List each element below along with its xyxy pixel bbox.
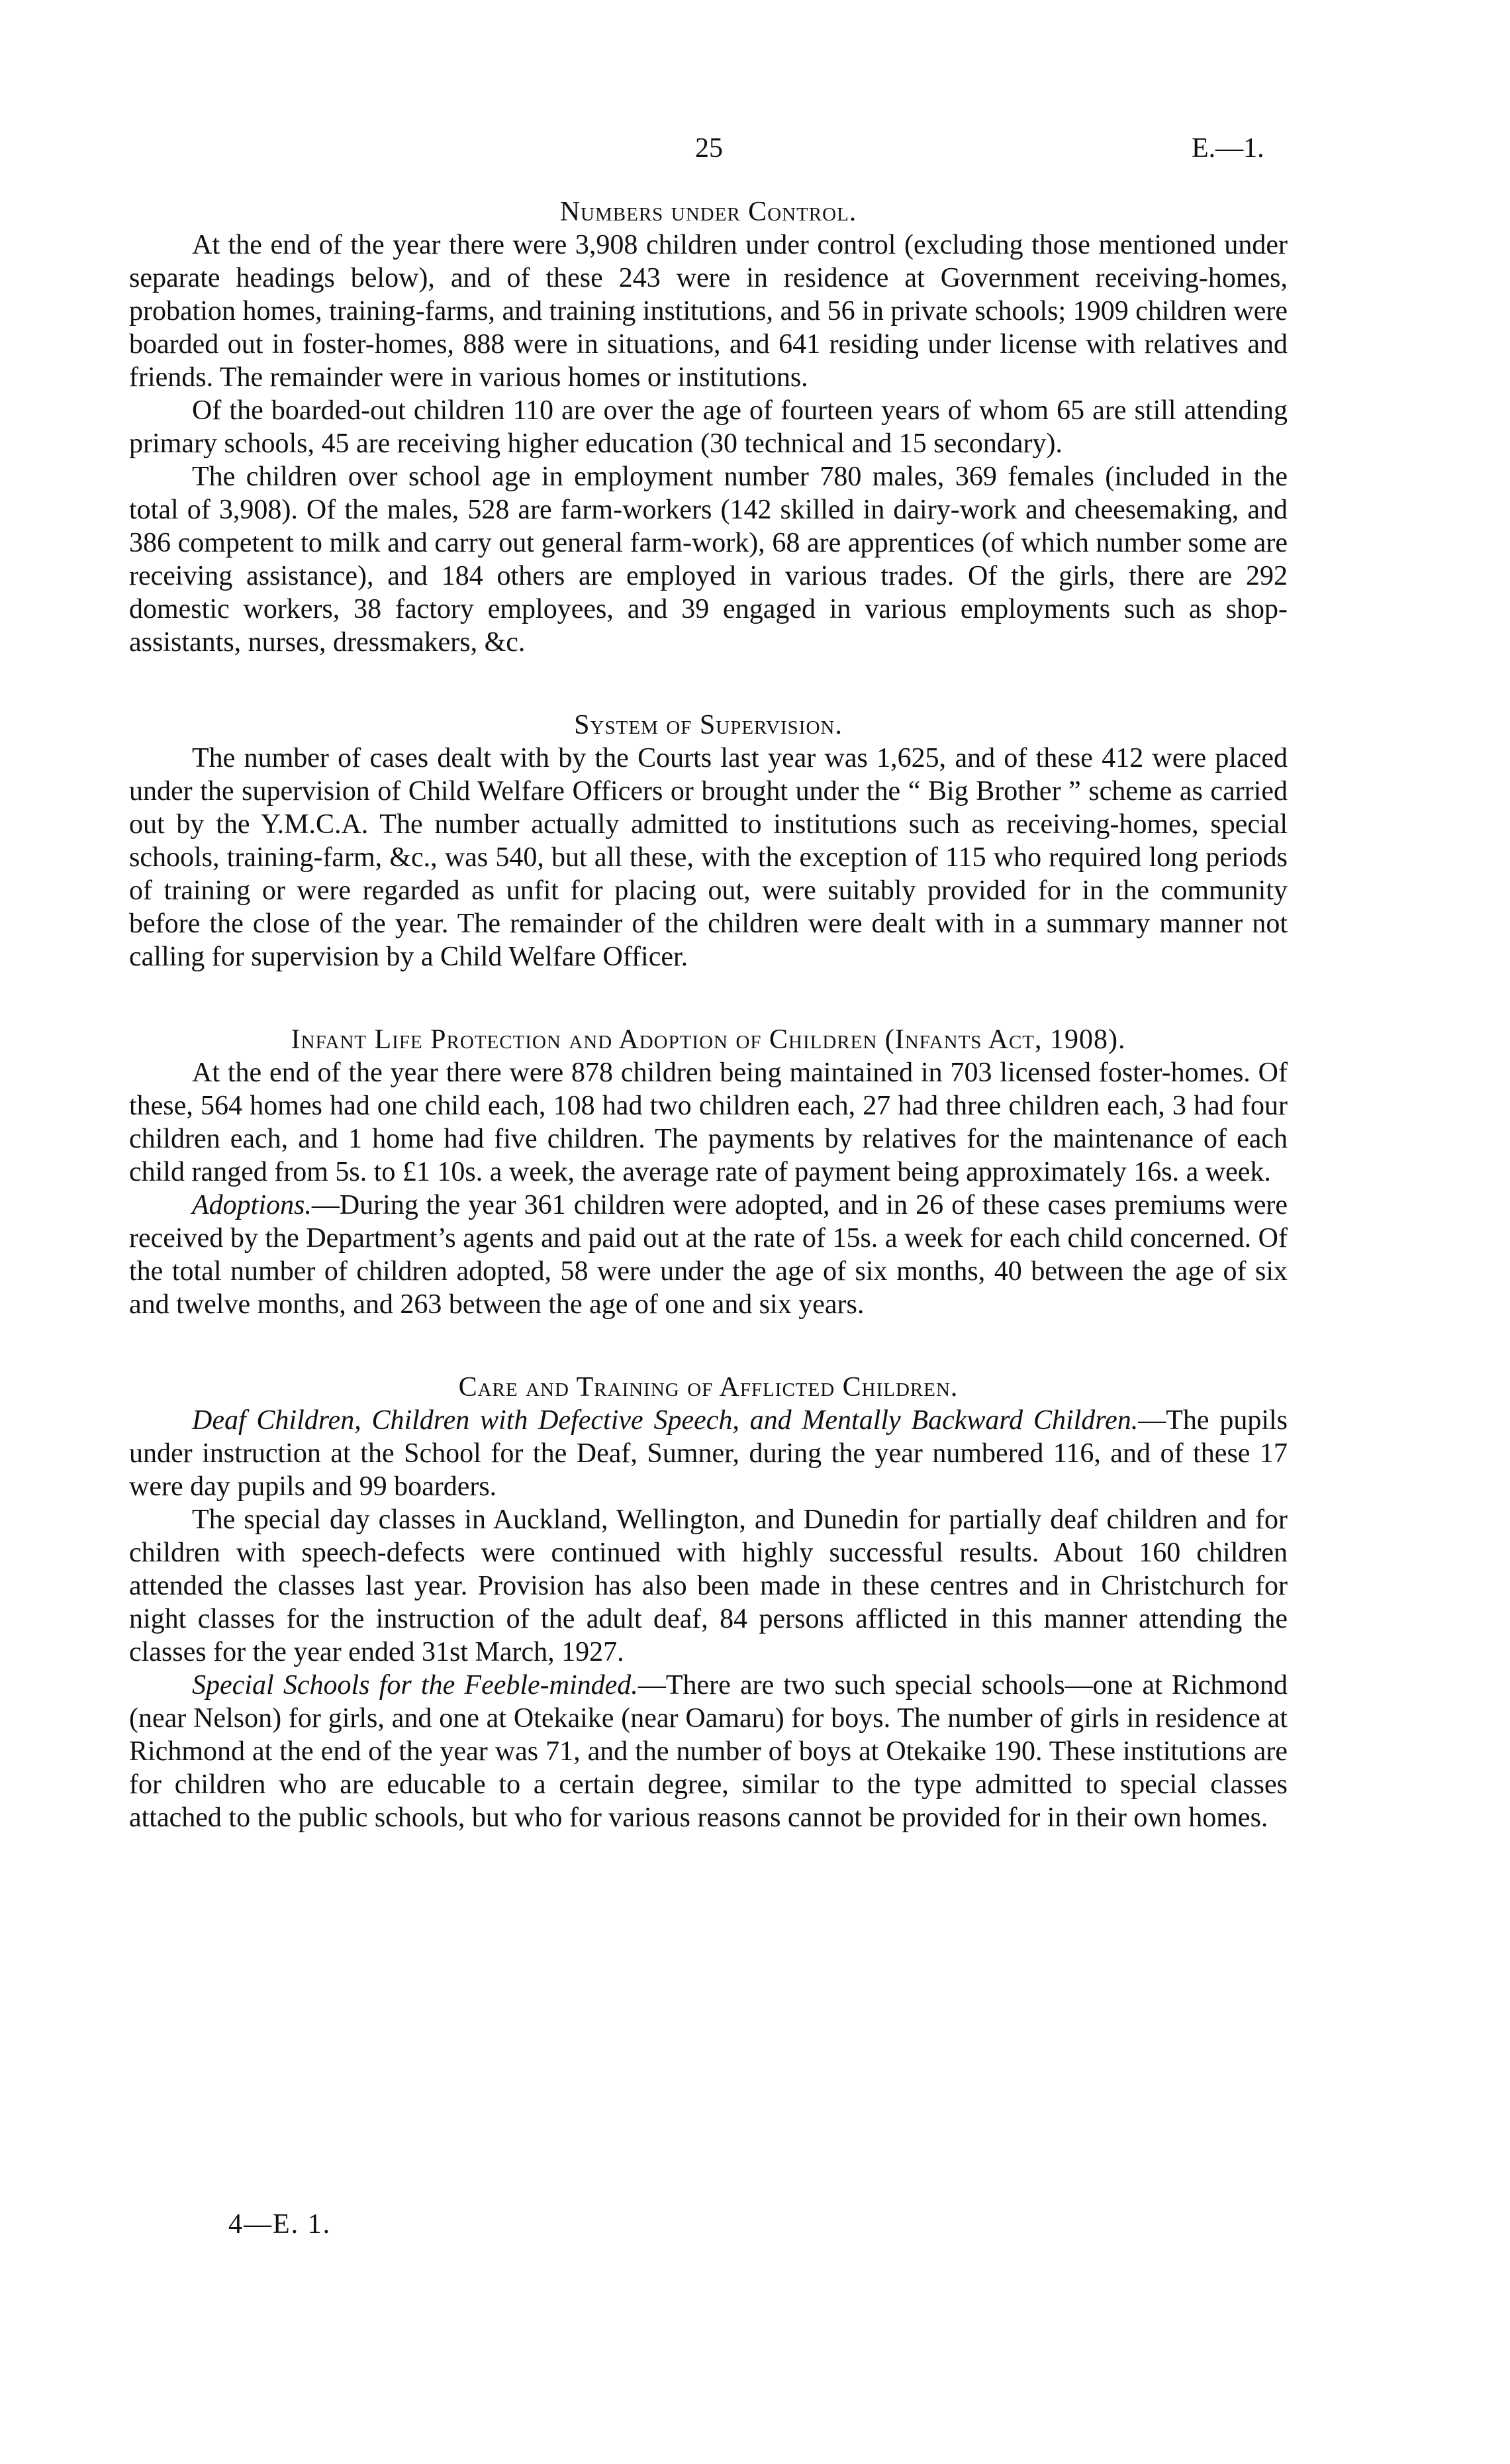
paragraph-text: —During the year 361 children were adopted, and in 26 of these cases premiums were received by the Department’s agents and paid out at the rate of 15s. a week for each child concerned. Of the total number of children adopted, 58 were under the age of six months, 40 between the age of six and twelve months, and 263 between the age of one and six years. (129, 1190, 1288, 1320)
paragraph-lead: Deaf Children, Children with Defective Speech, and Mentally Backward Children. (192, 1405, 1139, 1436)
section-title-infant: Infant Life Protection and Adoption of Children (Infants Act, 1908). (291, 1024, 1126, 1055)
page-number: 25 (695, 133, 723, 164)
section-title-afflicted: Care and Training of Afflicted Children. (458, 1372, 959, 1403)
section-title-supervision: System of Supervision. (574, 710, 843, 740)
paragraph: The special day classes in Auckland, Wellington, and Dunedin for partially deaf children and for children with speech-defects were continued with highly successful results. About 160 children attended the classes last year. Provision has also been made in these centres and in Christchurch for night classes for the instruction of the adult deaf, 84 persons afflicted in this manner attending the classes for the year ended 31st March, 1927. (129, 1504, 1288, 1667)
report-code: E.—1. (1192, 133, 1264, 164)
printer-signature: 4—E. 1. (228, 2209, 332, 2240)
paragraph (129, 1404, 1288, 1503)
paragraph-text: —There are two such special schools—one at Richmond (near Nelson) for girls, and one at Otekaike (near Oamaru) for boys. The number of girls in residence at Richmond at the end of the year was 71, and the number of boys at Otekaike 190. These institutions are for children who are educable to a certain degree, similar to the type admitted to special classes attached to the public schools, but who for various reasons cannot be provided for in their own homes. (129, 1670, 1288, 1833)
paragraph: Of the boarded-out children 110 are over the age of fourteen years of whom 65 are still attending primary schools, 45 are receiving higher education (30 technical and 15 secondary). (129, 395, 1288, 459)
paragraph-text: —The pupils under instruction at the School for the Deaf, Sumner, during the year numbered 116, and of these 17 were day pupils and 99 boarders. (129, 1405, 1288, 1502)
paragraph (129, 1189, 1288, 1321)
body-text (129, 195, 1288, 1834)
paragraph-lead: Adoptions. (192, 1190, 312, 1220)
paragraph: The children over school age in employment number 780 males, 369 females (included in the total of 3,908). Of the males, 528 are farm-workers (142 skilled in dairy-work and cheesemaking, and 386 competent to milk and carry out general farm-work), 68 are apprentices (of which number some are receiving assistance), and 184 others are employed in various trades. Of the girls, there are 292 domestic workers, 38 factory employees, and 39 engaged in various employments such as shop-assistants, nurses, dressmakers, &c. (129, 462, 1288, 658)
paragraph: The number of cases dealt with by the Courts last year was 1,625, and of these 412 were placed under the supervision of Child Welfare Officers or brought under the “ Big Brother ” scheme as carried out by the Y.M.C.A. The number actually admitted to institutions such as receiving-homes, special schools, training-farm, &c., was 540, but all these, with the exception of 115 who required long periods of training or were regarded as unfit for placing out, were suitably provided for in the community before the close of the year. The remainder of the children were dealt with in a summary manner not calling for supervision by a Child Welfare Officer. (129, 743, 1288, 972)
paragraph: At the end of the year there were 878 children being maintained in 703 licensed foster-homes. Of these, 564 homes had one child each, 108 had two children each, 27 had three children each, 3 had four children each, and 1 home had five children. The payments by relatives for the maintenance of each child ranged from 5s. to £1 10s. a week, the average rate of payment being approximately 16s. a week. (129, 1058, 1288, 1187)
paragraph-lead: Special Schools for the Feeble-minded. (192, 1670, 638, 1700)
paragraph (129, 1669, 1288, 1834)
running-head (0, 132, 1510, 172)
paragraph: At the end of the year there were 3,908 children under control (excluding those mentioned under separate headings below), and of these 243 were in residence at Government receiving-homes, probation homes, training-farms, and training institutions, and 56 in private schools; 1909 children were boarded out in foster-homes, 888 were in situations, and 641 residing under license with relatives and friends. The remainder were in various homes or institutions. (129, 230, 1288, 393)
section-title-numbers: Numbers under Control. (559, 197, 857, 227)
